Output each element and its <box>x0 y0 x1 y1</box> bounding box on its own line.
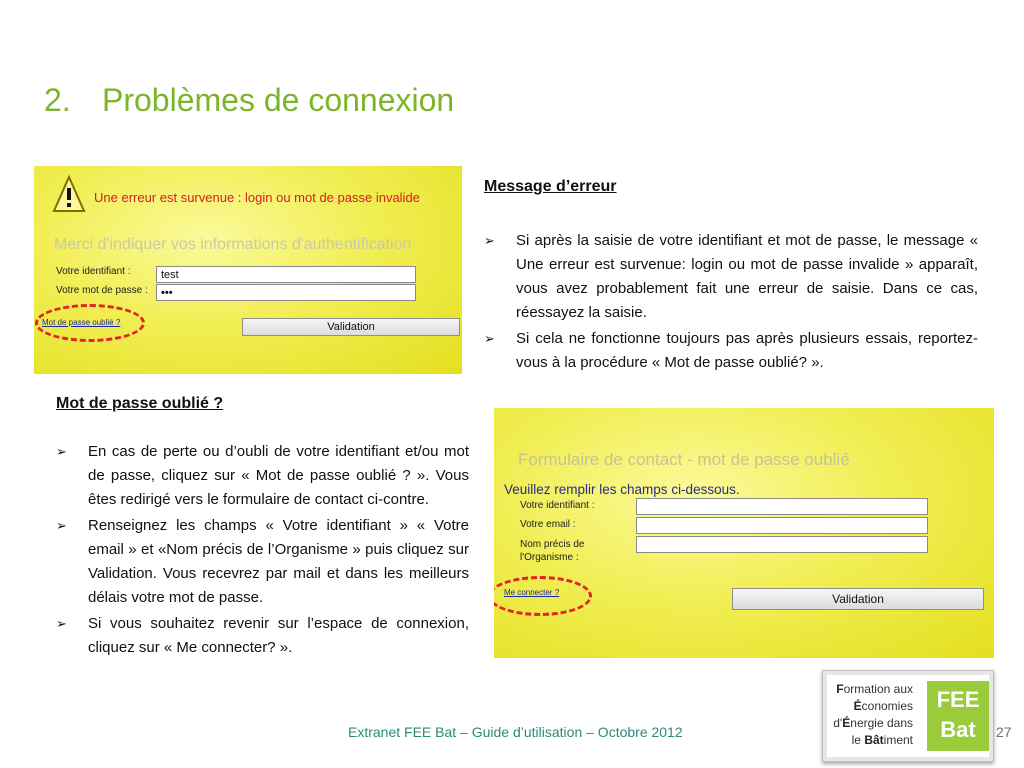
list-item: ➢ Si après la saisie de votre identifiant et mot de passe, le message « Une erreur est survenue: login ou mot de passe invalide » apparaît, vous avez probablement fait une erreur de saisie. Dans ce cas, réessayez la saisie. <box>484 229 978 325</box>
contact-validation-button[interactable]: Validation <box>732 588 984 610</box>
error-banner <box>52 174 420 214</box>
contact-org-input[interactable] <box>636 536 928 553</box>
list-item: ➢ Renseignez les champs « Votre identifiant » « Votre email » et «Nom précis de l’Organisme » puis cliquez sur Validation. Vous recevrez par mail et dans les meilleurs délais votre mot de passe. <box>56 514 469 610</box>
connect-link[interactable]: Me connecter ? <box>504 588 560 597</box>
forgot-password-link[interactable]: Mot de passe oublié ? <box>42 318 121 327</box>
error-message: Une erreur est survenue : login ou mot de passe invalide <box>94 189 420 205</box>
error-section-text <box>484 229 978 377</box>
arrow-bullet-icon: ➢ <box>56 444 67 459</box>
list-item: ➢ Si vous souhaitez revenir sur l’espace de connexion, cliquez sur « Me connecter? ». <box>56 612 469 660</box>
forgot-section-heading: Mot de passe oublié ? <box>56 395 224 412</box>
page-number: 27 <box>996 724 1012 740</box>
highlight-ring <box>494 576 592 616</box>
slide-title-text: Problèmes de connexion <box>102 82 455 118</box>
arrow-bullet-icon: ➢ <box>484 331 495 346</box>
login-password-label: Votre mot de passe : <box>56 285 148 296</box>
contact-form-subheading: Veuillez remplir les champs ci-dessous. <box>504 482 740 497</box>
slide-title <box>44 82 454 119</box>
contact-org-label-1: Nom précis de <box>520 539 585 550</box>
slide-title-number: 2. <box>44 82 71 118</box>
error-section-heading: Message d’erreur <box>484 178 617 195</box>
logo-text: Formation aux Économies d'Énergie dans le Bâtiment <box>833 682 913 747</box>
contact-form-screenshot <box>494 408 994 658</box>
warning-icon <box>52 174 86 214</box>
contact-id-input[interactable] <box>636 498 928 515</box>
login-error-screenshot <box>34 166 462 374</box>
highlight-ring <box>35 304 145 342</box>
arrow-bullet-icon: ➢ <box>56 616 67 631</box>
footer-text: Extranet FEE Bat – Guide d’utilisation – Octobre 2012 <box>348 724 683 740</box>
login-password-input[interactable]: ••• <box>156 284 416 301</box>
contact-email-label: Votre email : <box>520 519 576 530</box>
contact-id-label: Votre identifiant : <box>520 500 595 511</box>
contact-org-label-2: l'Organisme : <box>520 552 579 563</box>
fee-bat-logo <box>822 670 994 762</box>
contact-form-heading: Formulaire de contact - mot de passe oublié <box>518 450 850 469</box>
login-id-input[interactable]: test <box>156 266 416 283</box>
forgot-section-text <box>56 440 469 662</box>
list-item: ➢ Si cela ne fonctionne toujours pas après plusieurs essais, reportez-vous à la procédure « Mot de passe oublié? ». <box>484 327 978 375</box>
list-item: ➢ En cas de perte ou d’oubli de votre identifiant et/ou mot de passe, cliquez sur « Mot de passe oublié ? ». Vous êtes redirigé vers le formulaire de contact ci-contre. <box>56 440 469 512</box>
logo-green-box: FEE Bat <box>927 681 989 751</box>
logo-inner <box>827 675 989 757</box>
arrow-bullet-icon: ➢ <box>484 233 495 248</box>
contact-email-input[interactable] <box>636 517 928 534</box>
arrow-bullet-icon: ➢ <box>56 518 67 533</box>
login-id-label: Votre identifiant : <box>56 266 131 277</box>
auth-heading: Merci d'indiquer vos informations d'authentification <box>54 236 412 253</box>
validation-button[interactable]: Validation <box>242 318 460 336</box>
